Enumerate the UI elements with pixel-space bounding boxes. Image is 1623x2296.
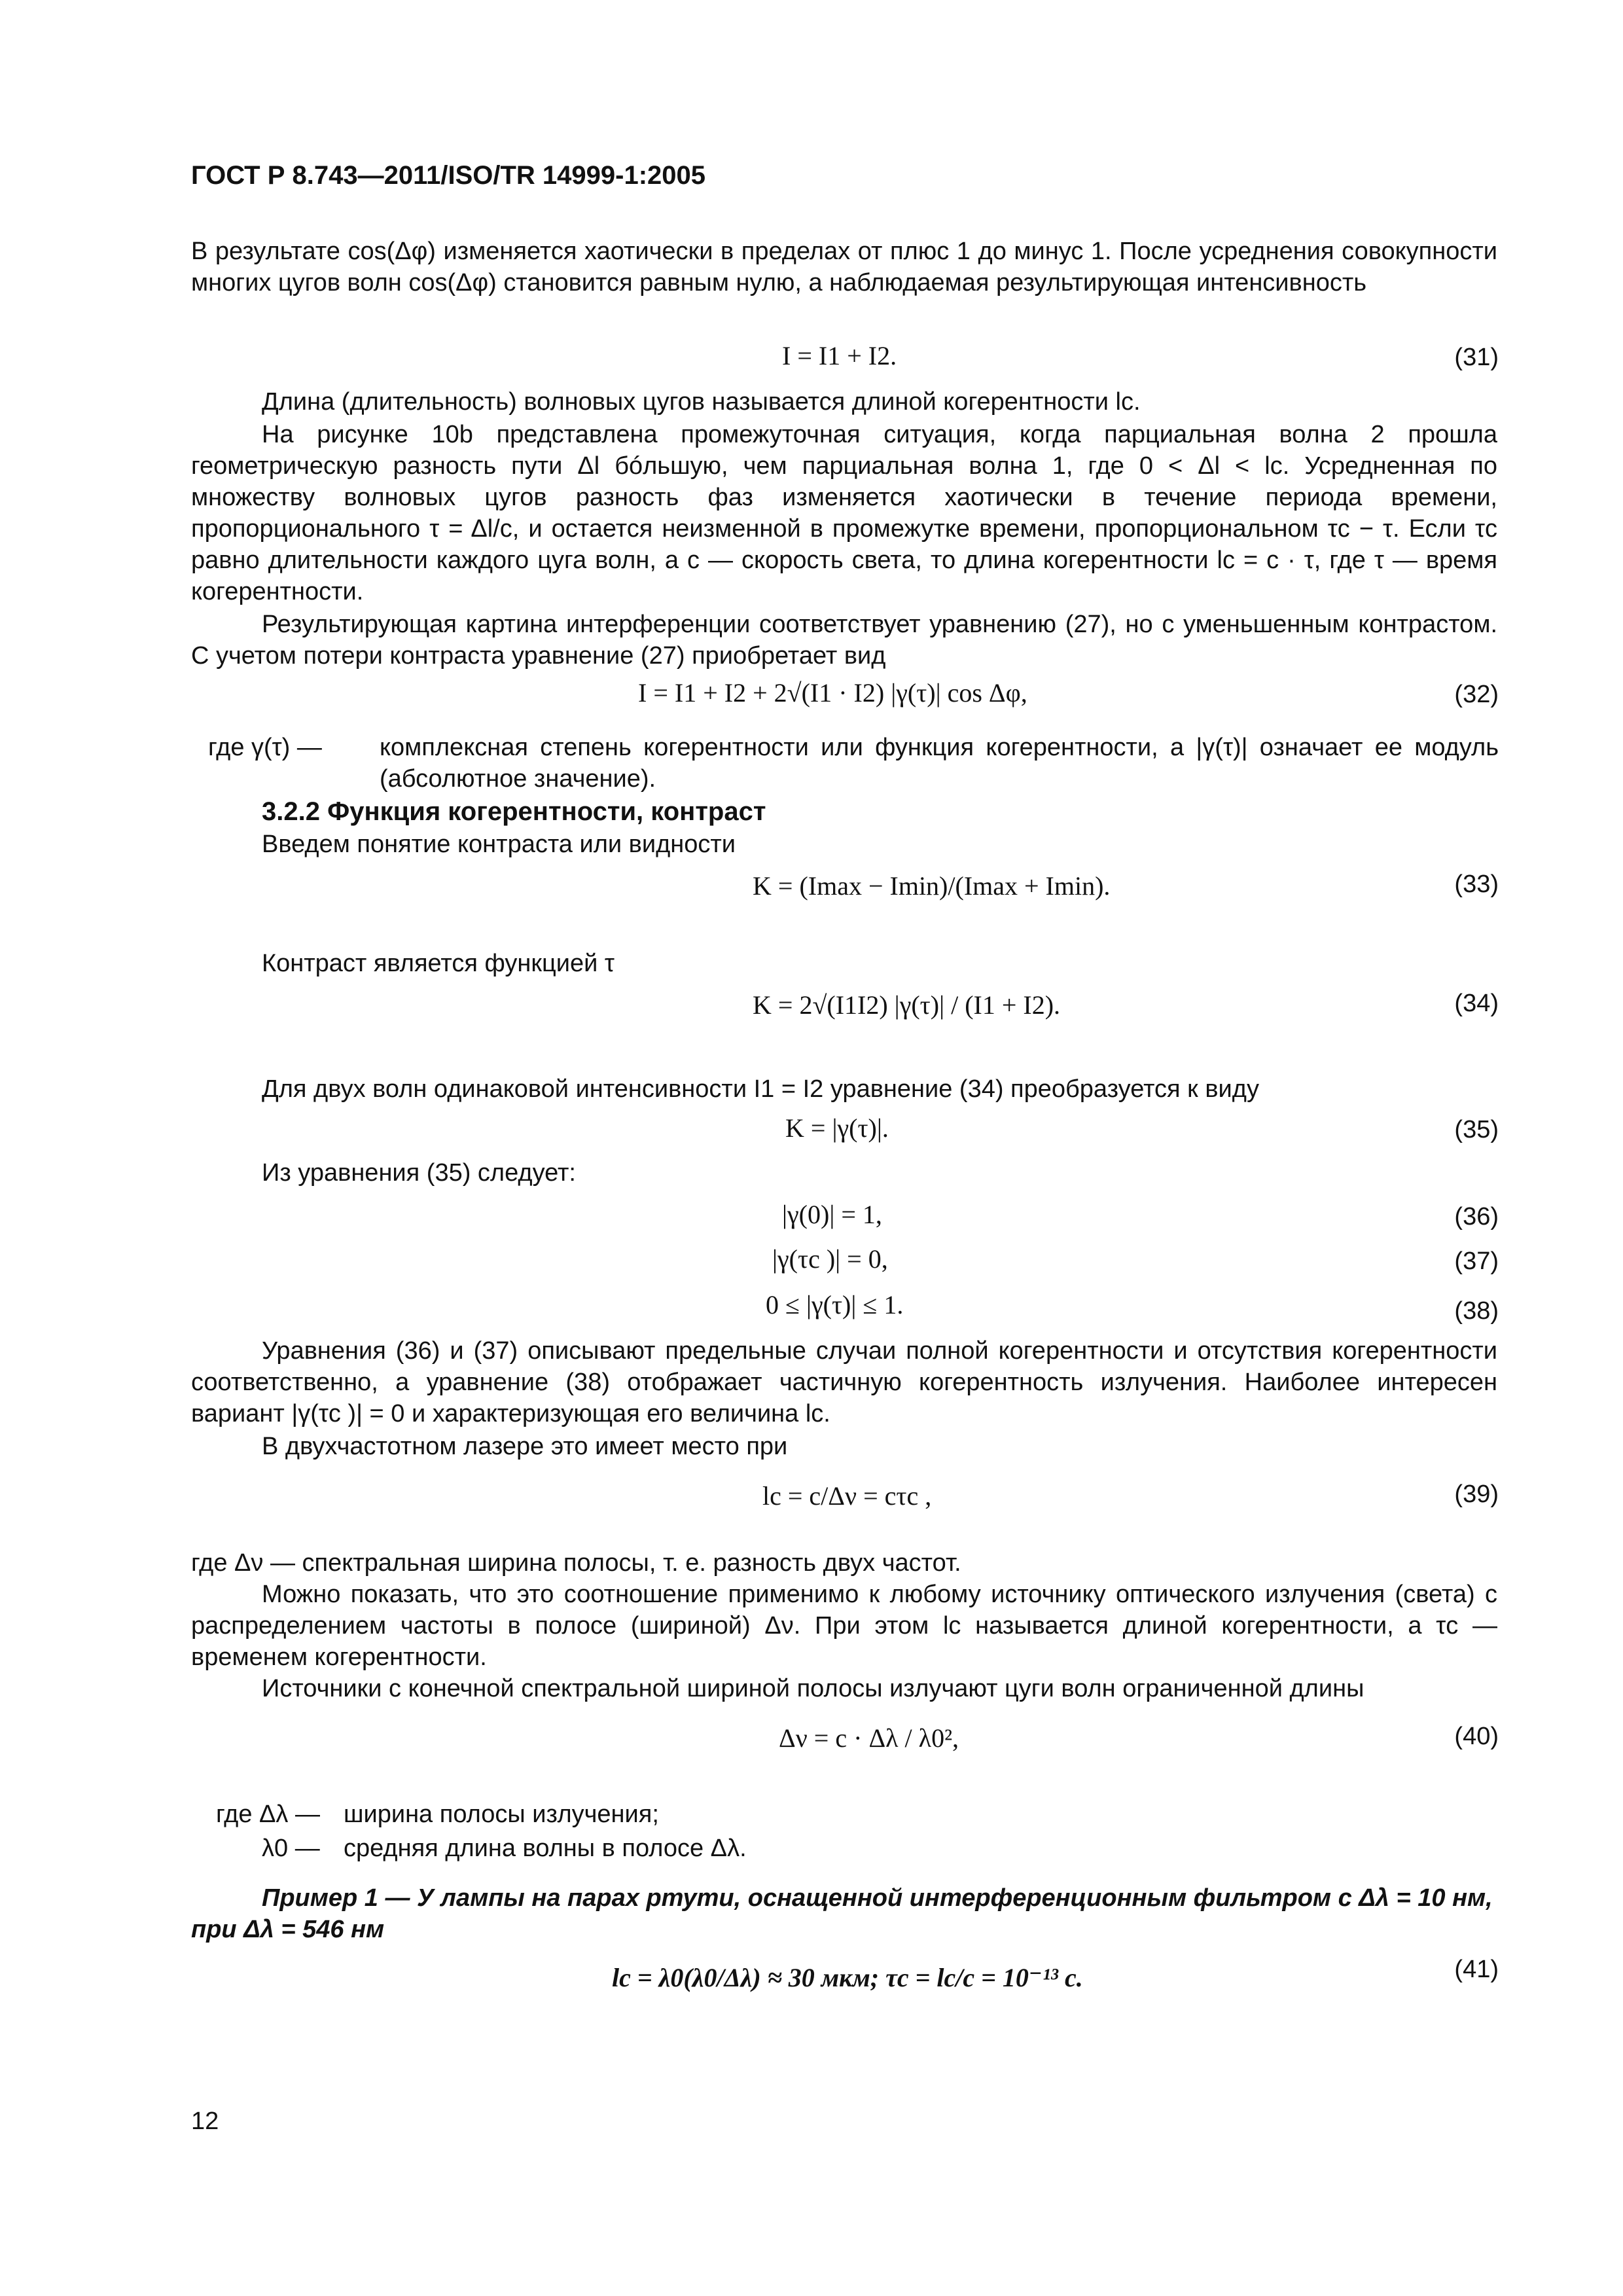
page-number: 12 [191,2108,219,2135]
equation-34-number: (34) [1454,990,1499,1017]
equation-31-number: (31) [1454,344,1499,371]
equation-38: 0 ≤ |γ(τ)| ≤ 1. [766,1290,904,1319]
equation-36-number: (36) [1454,1203,1499,1230]
equation-33-number: (33) [1454,870,1499,898]
paragraph-2: Длина (длительность) волновых цугов называется длиной когерентности lc. [262,388,1141,416]
equation-41: lc = λ0(λ0/Δλ) ≈ 30 мкм; τc = lc/c = 10⁻¹³ с. [612,1963,1083,1992]
equation-35: K = |γ(τ)|. [785,1113,889,1143]
where-text-40b: средняя длина волны в полосе Δλ. [344,1835,747,1862]
where-text-32: комплексная степень когерентности или функция когерентности, а |γ(τ)| означает ее модуль (абсолютное значение). [380,734,1499,793]
where-label-32: где γ(τ) — [208,734,322,761]
paragraph-10: В двухчастотном лазере это имеет место при [262,1433,788,1460]
equation-39: lc = c/Δν = cτc , [762,1481,932,1511]
equation-34: K = 2√(I1I2) |γ(τ)| / (I1 + I2). [753,990,1061,1020]
paragraph-11: где Δν — спектральная ширина полосы, т. е. разность двух частот. [191,1549,961,1577]
equation-39-number: (39) [1454,1480,1499,1508]
equation-32-number: (32) [1454,681,1499,708]
equation-38-number: (38) [1454,1297,1499,1325]
equation-41-number: (41) [1454,1956,1499,1983]
equation-40-number: (40) [1454,1723,1499,1750]
where-text-40a: ширина полосы излучения; [344,1801,659,1828]
paragraph-3: На рисунке 10b представлена промежуточная ситуация, когда парциальная волна 2 прошла геометрическую разность пути Δl бóльшую, чем парциальная волна 1, где 0 < Δl < lc. Усредненная по множеству волновых цугов разность фаз изменяется хаотически в течение периода времени, пропорционального τ = Δl/c, и остается неизменной в промежутке времени, пропорциональном τc − τ. Если τc равно длительности каждого цуга волн, а с — скорость света, то длина когерентности lc = c · τ, где τ — время когерентности. [191,421,1497,605]
paragraph-7: Для двух волн одинаковой интенсивности I1 = I2 уравнение (34) преобразуется к виду [262,1075,1259,1103]
equation-33: K = (Imax − Imin)/(Imax + Imin). [753,871,1111,901]
paragraph-8: Из уравнения (35) следует: [262,1159,576,1187]
equation-32: I = I1 + I2 + 2√(I1 · I2) |γ(τ)| cos Δφ, [638,678,1027,708]
equation-36: |γ(0)| = 1, [782,1200,882,1229]
paragraph-9: Уравнения (36) и (37) описывают предельные случаи полной когерентности и отсутствия когерентности соответственно, а уравнение (38) отображает частичную когерентность излучения. Наиболее интересен вариант |γ(τc )| = 0 и характеризующая его величина lc. [191,1337,1497,1427]
paragraph-12: Можно показать, что это соотношение применимо к любому источнику оптического излучения (света) с распределением частоты в полосе (шириной) Δν. При этом lc называется длиной когерентности, а τc — временем когерентности. [191,1581,1497,1671]
equation-40: Δν = c · Δλ / λ0², [779,1723,959,1753]
equation-37: |γ(τc )| = 0, [772,1244,888,1274]
paragraph-6: Контраст является функцией τ [262,950,615,977]
example-1: Пример 1 — У лампы на парах ртути, оснащенной интерференционным фильтром с Δλ = 10 нм, при Δλ = 546 нм [191,1884,1493,1943]
equation-37-number: (37) [1454,1247,1499,1275]
where-label-40a: где Δλ — [216,1801,320,1828]
paragraph-5: Введем понятие контраста или видности [262,831,736,858]
paragraph-13: Источники с конечной спектральной шириной полосы излучают цуги волн ограниченной длины [262,1675,1364,1702]
where-label-40b: λ0 — [262,1835,320,1862]
equation-31: I = I1 + I2. [782,341,897,370]
paragraph-1: В результате cos(Δφ) изменяется хаотически в пределах от плюс 1 до минус 1. После усреднения совокупности многих цугов волн cos(Δφ) становится равным нулю, а наблюдаемая результирующая интенсивность [191,238,1497,296]
paragraph-4: Результирующая картина интерференции соответствует уравнению (27), но с уменьшенным контрастом. С учетом потери контраста уравнение (27) приобретает вид [191,611,1497,670]
equation-35-number: (35) [1454,1116,1499,1143]
section-heading: 3.2.2 Функция когерентности, контраст [262,797,766,826]
document-header: ГОСТ Р 8.743—2011/ISO/TR 14999-1:2005 [191,161,706,190]
